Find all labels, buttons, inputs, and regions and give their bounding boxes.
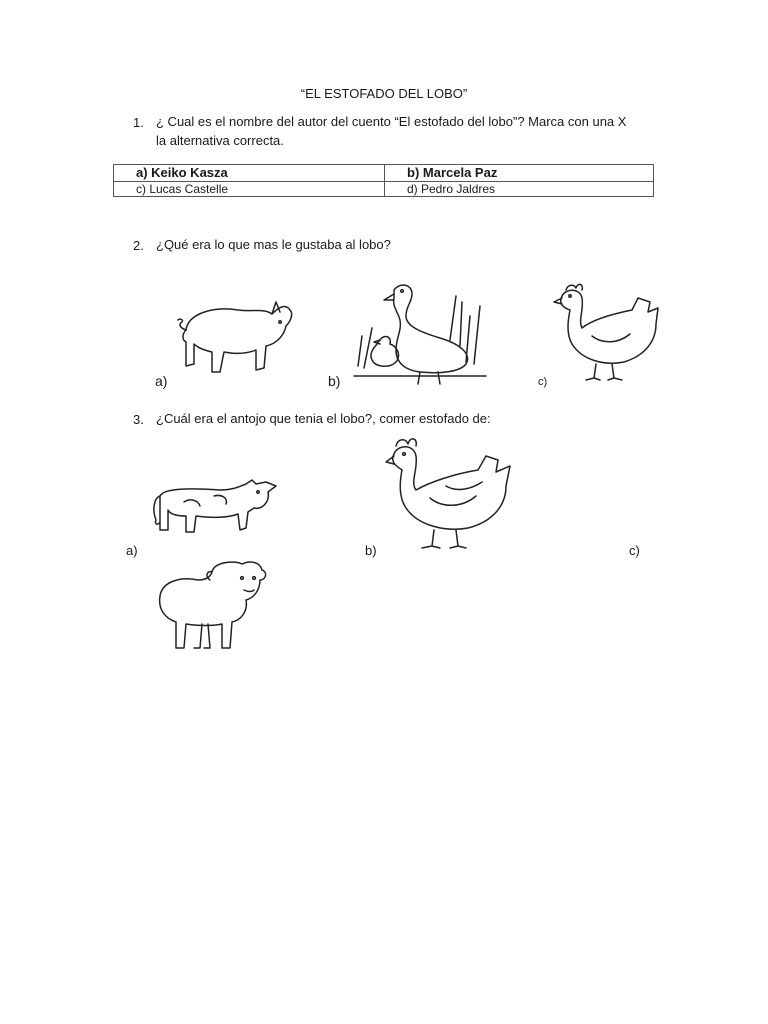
question-1-number: 1.	[133, 115, 144, 130]
question-3-number: 3.	[133, 412, 144, 427]
q2-label-b: b)	[328, 373, 341, 389]
pig-icon[interactable]	[172, 296, 300, 388]
question-2-text: ¿Qué era lo que mas le gustaba al lobo?	[156, 237, 391, 252]
answer-options-table	[113, 164, 654, 197]
q3-label-a: a)	[126, 543, 138, 558]
q2-label-c: c)	[538, 376, 548, 388]
q2-label-a: a)	[155, 373, 168, 389]
option-c[interactable]: c) Lucas Castelle	[114, 182, 385, 197]
question-1-text-line1: ¿ Cual es el nombre del autor del cuento “El estofado del lobo”? Marca con una X	[156, 114, 627, 129]
option-d[interactable]: d) Pedro Jaldres	[385, 182, 654, 197]
page-title: “EL ESTOFADO DEL LOBO”	[300, 86, 468, 101]
duck-icon[interactable]	[350, 276, 490, 388]
option-b[interactable]: b) Marcela Paz	[385, 165, 654, 182]
hen-icon[interactable]	[386, 436, 518, 554]
question-1-text-line2: la alternativa correcta.	[156, 133, 284, 148]
q3-label-b: b)	[365, 543, 377, 558]
question-2-number: 2.	[133, 238, 144, 253]
question-3-text: ¿Cuál era el antojo que tenia el lobo?, comer estofado de:	[156, 411, 491, 426]
hen-icon[interactable]	[552, 280, 664, 384]
cow-icon[interactable]	[150, 476, 282, 542]
lamb-icon[interactable]	[150, 558, 274, 654]
q3-label-c: c)	[629, 543, 640, 558]
option-a[interactable]: a) Keiko Kasza	[114, 165, 385, 182]
